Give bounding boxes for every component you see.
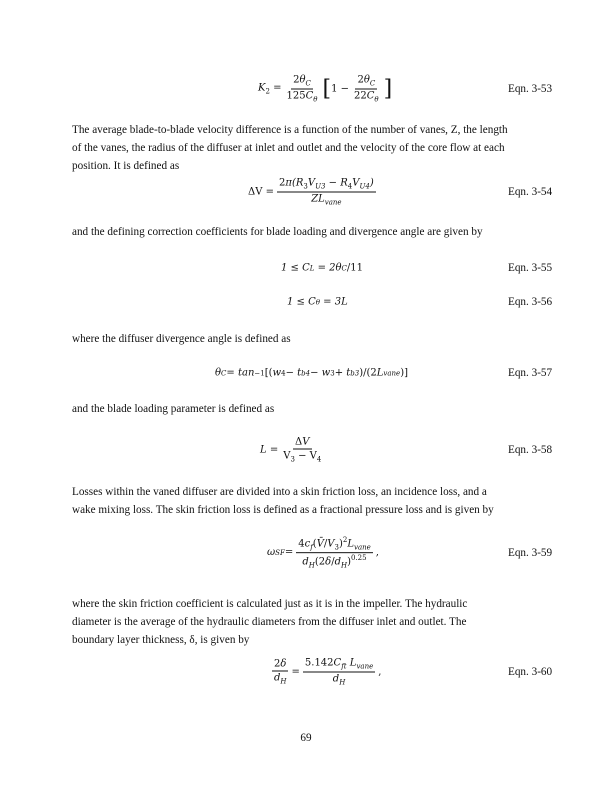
eq-rest: = 2θ	[314, 262, 342, 274]
equation-label: Eqn. 3-53	[508, 83, 553, 95]
paragraph-line: wake mixing loss. The skin friction loss is defined as a fractional pressure loss and is given by	[72, 504, 494, 516]
equation-3-54: ΔV = $\frac{2\pi(R_3V_{U3} - R_4V_{U4})}{ZL_{vane}}$	[248, 177, 374, 207]
eq-text: 1 ≤ C	[281, 262, 310, 274]
paragraph-line: position. It is defined as	[72, 160, 180, 172]
equation-3-57: θ C = tan −1 [( w 4 − t b4 − w 3 + t b3 )/(2 L vane )]	[215, 367, 409, 379]
equation-3-60: $\frac{2\delta}{d_H}$ = $\frac{5.142C_{ft} L_{vane}}{d_H}$ ,	[274, 657, 382, 687]
eq-rest: = 3L	[319, 296, 348, 308]
equation-3-53: $K_2$ = $\frac{2\theta_C}{125C_\theta}$ [ 1 − $\frac{2\theta_C}{22C_\theta}$ ]	[258, 74, 393, 104]
eq-rest2: /11	[346, 262, 363, 274]
eq-sub: θ	[315, 298, 320, 306]
eq-lhs: K	[258, 82, 266, 94]
paragraph-line: where the skin friction coefficient is calculated just as it is in the impeller. The hydraulic	[72, 598, 468, 610]
equation-label: Eqn. 3-56	[508, 296, 553, 308]
paragraph-line: where the diffuser divergence angle is defined as	[72, 333, 291, 345]
eq-lhs: ΔV	[248, 186, 263, 198]
paragraph-line: and the defining correction coefficients for blade loading and divergence angle are given by	[72, 226, 483, 238]
paragraph-line: of the vanes, the radius of the diffuser at inlet and outlet and the velocity of the core flow at each	[72, 142, 505, 154]
paragraph-line: boundary layer thickness, δ, is given by	[72, 634, 250, 646]
page-number: 69	[300, 732, 312, 744]
equation-3-58: L = $\frac{\Delta V}{V_3 - V_4}$	[260, 436, 322, 464]
paragraph-line: diameter is the average of the hydraulic diameters from the diffuser inlet and outlet. The	[72, 616, 467, 628]
equation-label: Eqn. 3-55	[508, 262, 553, 274]
paragraph-line: and the blade loading parameter is defined as	[72, 403, 275, 415]
eq-sub2: C	[341, 264, 347, 272]
equation-label: Eqn. 3-54	[508, 186, 553, 198]
equation-label: Eqn. 3-57	[508, 367, 553, 379]
equation-label: Eqn. 3-60	[508, 666, 553, 678]
paragraph-line: Losses within the vaned diffuser are divided into a skin friction loss, an incidence loss, and a	[72, 486, 487, 498]
equation-label: Eqn. 3-58	[508, 444, 553, 456]
eq-lhs-sub: 2	[265, 87, 270, 96]
paragraph-line: The average blade-to-blade velocity difference is a function of the number of vanes, Z, the length	[72, 124, 508, 136]
equation-3-56	[287, 297, 348, 308]
equation-3-55	[281, 263, 363, 274]
equation-label: Eqn. 3-59	[508, 547, 553, 559]
eq-sub: L	[309, 264, 315, 272]
eq-text: 1 ≤ C	[287, 296, 316, 308]
equation-3-59: ω SF = $\frac{4c_f(V̄/V_3)^2L_{vane}}{d_H(2\delta/d_H)^{0.25}}$ ,	[267, 536, 379, 570]
